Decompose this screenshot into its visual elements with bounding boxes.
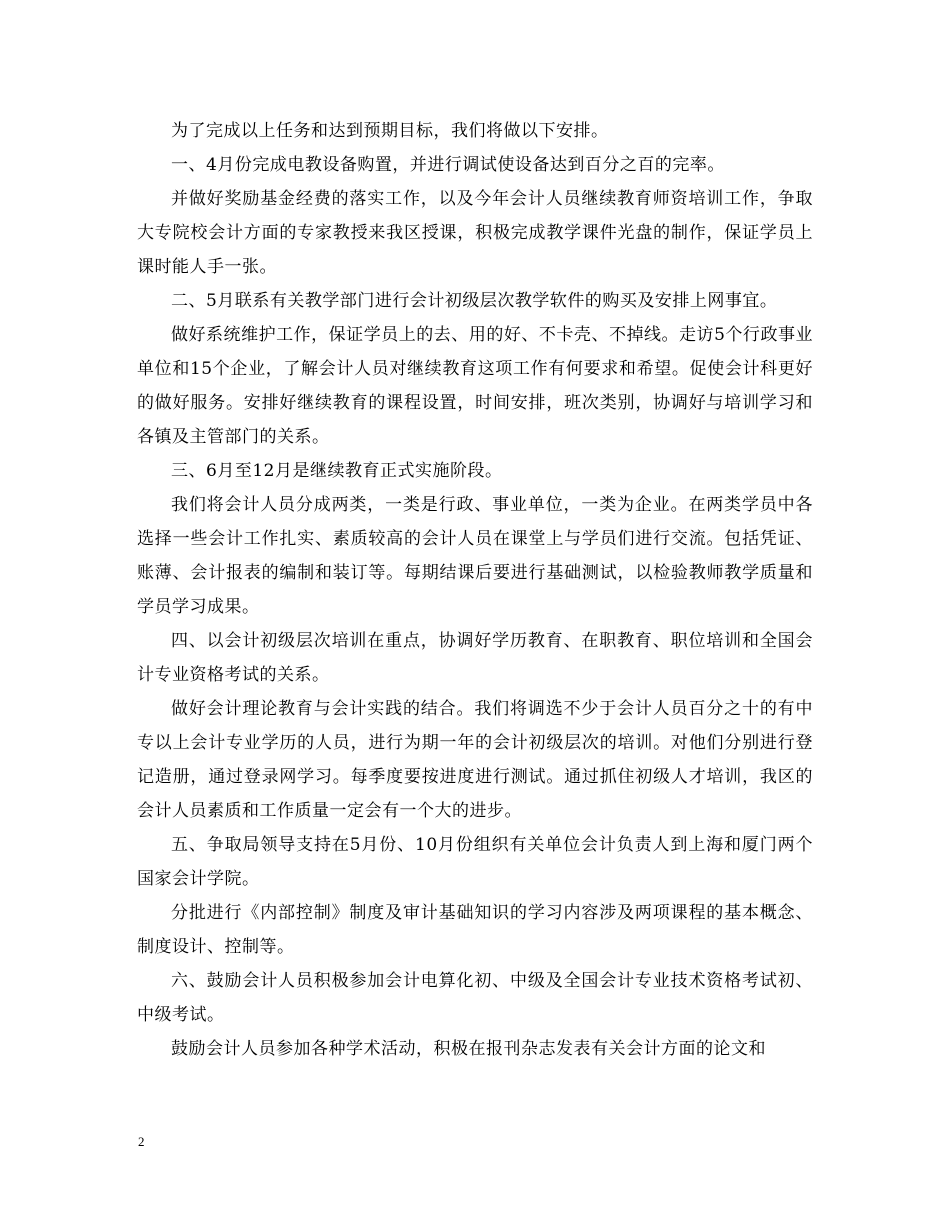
paragraph-item-6: 六、鼓励会计人员积极参加会计电算化初、中级及全国会计专业技术资格考试初、中级考试。	[137, 971, 813, 1025]
document-body	[137, 114, 813, 1066]
paragraph-intro: 为了完成以上任务和达到预期目标，我们将做以下安排。	[171, 121, 609, 141]
paragraph-item-3: 三、6月至12月是继续教育正式实施阶段。	[171, 461, 503, 481]
paragraph-item-2-detail: 做好系统维护工作，保证学员上的去、用的好、不卡壳、不掉线。走访5个行政事业单位和15个企业，了解会计人员对继续教育这项工作有何要求和希望。促使会计科更好的做好服务。安排好继续教育的课程设置，时间安排，班次类别，协调好与培训学习和各镇及主管部门的关系。	[137, 325, 813, 447]
paragraph-item-6-detail: 鼓励会计人员参加各种学术活动，积极在报刊杂志发表有关会计方面的论文和	[171, 1039, 766, 1059]
page-number: 2	[138, 1134, 145, 1149]
paragraph-item-5: 五、争取局领导支持在5月份、10月份组织有关单位会计负责人到上海和厦门两个国家会计学院。	[137, 835, 813, 889]
paragraph-item-1-detail: 并做好奖励基金经费的落实工作，以及今年会计人员继续教育师资培训工作，争取大专院校会计方面的专家教授来我区授课，积极完成教学课件光盘的制作，保证学员上课时能人手一张。	[137, 189, 813, 277]
paragraph-item-4: 四、以会计初级层次培训在重点，协调好学历教育、在职教育、职位培训和全国会计专业资格考试的关系。	[137, 631, 813, 685]
paragraph-item-5-detail: 分批进行《内部控制》制度及审计基础知识的学习内容涉及两项课程的基本概念、制度设计、控制等。	[137, 903, 813, 957]
paragraph-item-2: 二、5月联系有关教学部门进行会计初级层次教学软件的购买及安排上网事宜。	[171, 291, 778, 311]
paragraph-item-4-detail: 做好会计理论教育与会计实践的结合。我们将调选不少于会计人员百分之十的有中专以上会计专业学历的人员，进行为期一年的会计初级层次的培训。对他们分别进行登记造册，通过登录网学习。每季度要按进度进行测试。通过抓住初级人才培训，我区的会计人员素质和工作质量一定会有一个大的进步。	[137, 699, 813, 821]
paragraph-item-3-detail: 我们将会计人员分成两类，一类是行政、事业单位，一类为企业。在两类学员中各选择一些会计工作扎实、素质较高的会计人员在课堂上与学员们进行交流。包括凭证、账薄、会计报表的编制和装订等。每期结课后要进行基础测试，以检验教师教学质量和学员学习成果。	[137, 495, 813, 617]
paragraph-item-1: 一、4月份完成电教设备购置，并进行调试使设备达到百分之百的完率。	[171, 155, 725, 175]
